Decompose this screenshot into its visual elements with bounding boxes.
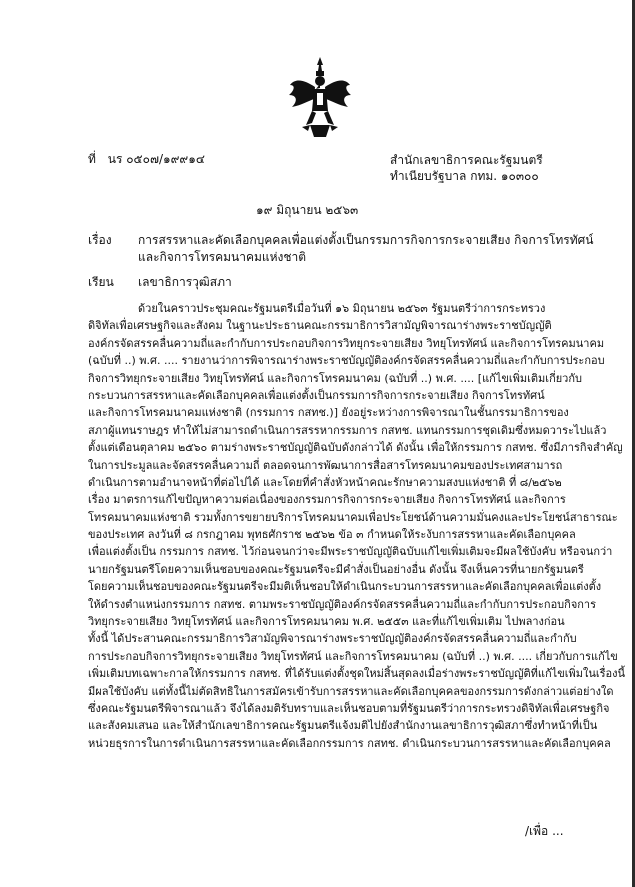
letter-body [88, 300, 626, 752]
body-line: ทั้งนี้ ได้ประสานคณะกรรมาธิการวิสามัญพิจารณาร่างพระราชบัญญัติองค์กรจัดสรรคลื่นความถี่และกำกับ [88, 632, 577, 646]
body-line: การประกอบกิจการวิทยุกระจายเสียง วิทยุโทรทัศน์ และกิจการโทรคมนาคม (ฉบับที่ ..) พ.ศ. .... เกี่ยวกับการแก้ไข [88, 649, 618, 663]
body-line: (ฉบับที่ ..) พ.ศ. .... รายงานว่าการพิจารณาร่างพระราชบัญญัติองค์กรจัดสรรคลื่นความถี่และกำกับการประกอบ [88, 354, 605, 368]
garuda-emblem-icon [288, 55, 352, 139]
sender-address [390, 152, 543, 184]
body-line: ซึ่งคณะรัฐมนตรีพิจารณาแล้ว จึงได้ลงมติรับทราบและเห็นชอบตามที่รัฐมนตรีว่าการกระทรวงดิจิทัลเพื่อเศรษฐกิจ [88, 701, 610, 715]
body-line: ตั้งแต่เดือนตุลาคม ๒๕๖๐ ตามร่างพระราชบัญญัติฉบับดังกล่าวได้ ดังนั้น เพื่อให้กรรมการ กสทช. ซึ่งมีภารกิจสำคัญ [88, 441, 623, 455]
body-line: องค์กรจัดสรรคลื่นความถี่และกำกับการประกอบกิจการวิทยุกระจายเสียง วิทยุโทรทัศน์ และกิจการโทรคมนาคม [88, 336, 605, 350]
body-line: เรื่อง มาตรการแก้ไขปัญหาความต่อเนื่องของกรรมการกิจการกระจายเสียง กิจการโทรทัศน์ และกิจการ [88, 493, 566, 507]
document-number [88, 150, 205, 169]
body-line: ให้ดำรงตำแหน่งกรรมการ กสทช. ตามพระราชบัญญัติองค์กรจัดสรรคลื่นความถี่และกำกับการประกอบกิจการ [88, 597, 597, 611]
sender-line: ทำเนียบรัฐบาล กทม. ๑๐๓๐๐ [390, 169, 539, 183]
recipient-text: เลขาธิการวุฒิสภา [138, 275, 232, 289]
sender-line: สำนักเลขาธิการคณะรัฐมนตรี [390, 153, 543, 167]
subject-line: การสรรหาและคัดเลือกบุคคลเพื่อแต่งตั้งเป็นกรรมการกิจการกระจายเสียง กิจการโทรทัศน์ [138, 233, 594, 247]
body-line: ในการประมูลและจัดสรรคลื่นความถี่ ตลอดจนการพัฒนาการสื่อสารโทรคมนาคมของประเทศสามารถ [88, 458, 563, 472]
body-line: นายกรัฐมนตรีโดยความเห็นชอบของคณะรัฐมนตรีจะมีคำสั่งเป็นอย่างอื่น ดังนั้น จึงเห็นควรที่นายกรัฐมนตรี [88, 562, 584, 576]
body-line: หน่วยธุรการในการดำเนินการสรรหาและคัดเลือกกรรมการ กสทช. ดำเนินกระบวนการสรรหาและคัดเลือกบุคคล [88, 736, 611, 750]
recipient-block [88, 273, 232, 292]
body-line: กระบวนการสรรหาและคัดเลือกบุคคลเพื่อแต่งตั้งเป็นกรรมการกิจการกระจายเสียง กิจการโทรทัศน์ [88, 388, 545, 402]
body-line: ของประเทศ ลงวันที่ ๘ กรกฎาคม พุทธศักราช ๒๕๖๒ ข้อ ๓ กำหนดให้ระงับการสรรหาและคัดเลือกบุคคล [88, 528, 576, 542]
body-line: มีผลใช้บังคับ แต่ทั้งนี้ไม่ตัดสิทธิในการสมัครเข้ารับการสรรหาและคัดเลือกบุคคลของกรรมการดังกล่าวแต่อย่างใด [88, 684, 614, 698]
body-line: สภาผู้แทนราษฎร ทำให้ไม่สามารถดำเนินการสรรหากรรมการ กสทช. แทนกรรมการชุดเดิมซึ่งหมดวาระไปแล้ว [88, 423, 607, 437]
body-line: ดิจิทัลเพื่อเศรษฐกิจและสังคม ในฐานะประธานคณะกรรมาธิการวิสามัญพิจารณาร่างพระราชบัญญัติ [88, 319, 552, 333]
document-number-label: ที่ [88, 152, 96, 166]
document-number-value: นร ๐๕๐๗/๑๙๙๑๔ [107, 152, 205, 166]
subject-text [138, 232, 628, 266]
body-line: ด้วยในคราวประชุมคณะรัฐมนตรีเมื่อวันที่ ๑๖ มิถุนายน ๒๕๖๓ รัฐมนตรีว่าการกระทรวง [138, 302, 546, 315]
body-line: และกิจการโทรคมนาคมแห่งชาติ (กรรมการ กสทช.)] ยังอยู่ระหว่างการพิจารณาในชั้นกรรมาธิการของ [88, 406, 569, 420]
subject-line: และกิจการโทรคมนาคมแห่งชาติ [138, 250, 307, 264]
body-line: วิทยุกระจายเสียง วิทยุโทรทัศน์ และกิจการโทรคมนาคม พ.ศ. ๒๕๕๓ และที่แก้ไขเพิ่มเติม ไปพลางก่อน [88, 615, 565, 629]
body-line: เพิ่มเติมบทเฉพาะกาลให้กรรมการ กสทช. ที่ได้รับแต่งตั้งชุดใหม่สิ้นสุดลงเมื่อร่างพระราชบัญญัติที่แก้ไขเพิ่มในเรื่องนี้ [88, 667, 626, 681]
body-line: กิจการวิทยุกระจายเสียง วิทยุโทรทัศน์ และกิจการโทรคมนาคม (ฉบับที่ ..) พ.ศ. .... [แก้ไขเพิ่มเติมเกี่ยวกับ [88, 371, 582, 385]
body-line: ดำเนินการตามอำนาจหน้าที่ต่อไปได้ และโดยที่คำสั่งหัวหน้าคณะรักษาความสงบแห่งชาติ ที่ ๘/๒๕๖๒ [88, 475, 562, 489]
recipient-label: เรียน [88, 275, 114, 289]
body-line: โดยความเห็นชอบของคณะรัฐมนตรีจะมีมติเห็นชอบให้ดำเนินกระบวนการสรรหาและคัดเลือกบุคคลเพื่อแต่งตั้ง [88, 580, 602, 594]
body-line: โทรคมนาคมแห่งชาติ รวมทั้งการขยายบริการโทรคมนาคมเพื่อประโยชน์ด้านความมั่นคงและประโยชน์สาธารณะ [88, 510, 618, 524]
continuation-marker: /เพื่อ ... [525, 824, 564, 838]
document-date: ๑๙ มิถุนายน ๒๕๖๓ [256, 203, 359, 217]
body-line: เพื่อแต่งตั้งเป็น กรรมการ กสทช. ไว้ก่อนจนกว่าจะมีพระราชบัญญัติฉบับแก้ไขเพิ่มเติมจะมีผลใช้บังคับ หรือจนกว่า [88, 545, 613, 559]
body-line: และสังคมเสนอ และให้สำนักเลขาธิการคณะรัฐมนตรีแจ้งมติไปยังสำนักงานเลขาธิการวุฒิสภาซึ่งทำหน้าที่เป็น [88, 719, 598, 733]
subject-label: เรื่อง [88, 233, 112, 247]
